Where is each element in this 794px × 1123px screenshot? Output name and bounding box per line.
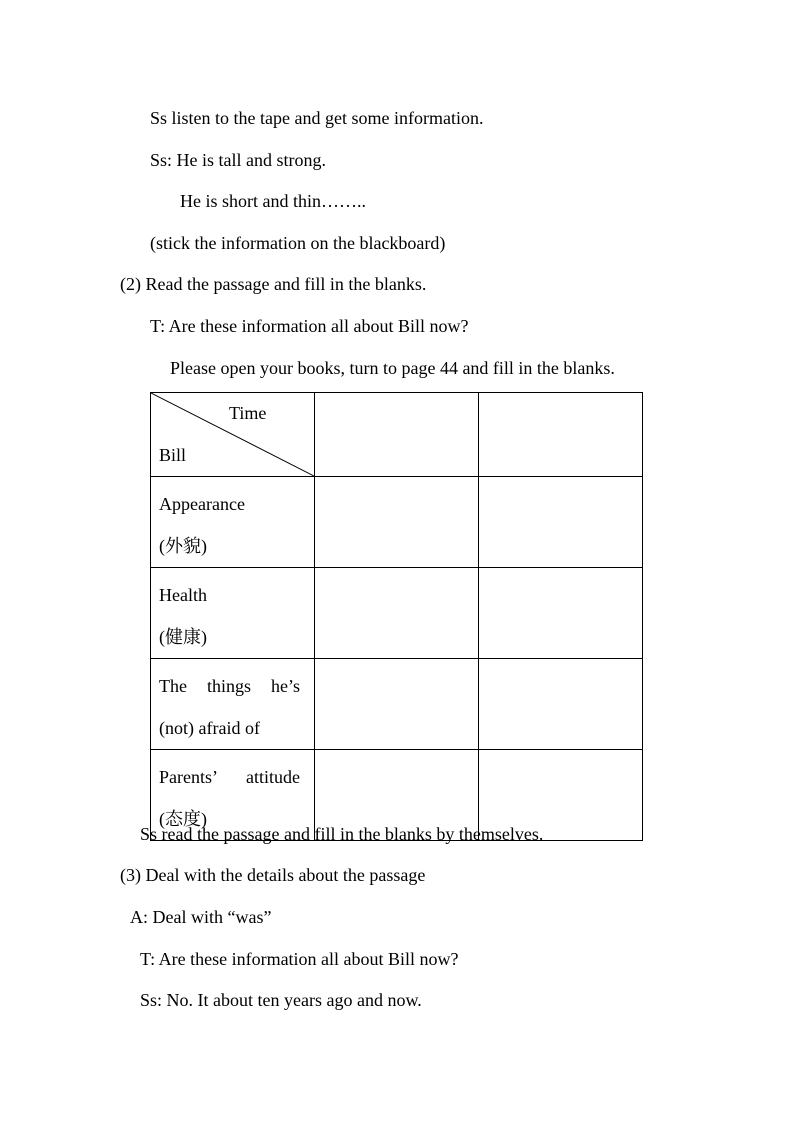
- row-label-afraid: [151, 659, 315, 750]
- row-label-line: Appearance: [159, 494, 245, 514]
- text-line-10: A: Deal with “was”: [130, 907, 272, 927]
- section-heading-3: (3) Deal with the details about the passage: [120, 865, 426, 885]
- section-heading-2: (2) Read the passage and fill in the blanks.: [120, 274, 427, 294]
- blank-cell[interactable]: [315, 477, 479, 568]
- blank-cell[interactable]: [315, 393, 479, 477]
- row-label-line: [159, 756, 306, 798]
- row-label-line: (健康): [159, 627, 207, 647]
- fill-in-table: [150, 392, 643, 841]
- word: The: [159, 676, 187, 696]
- header-time-label: Time: [229, 403, 267, 423]
- text-line-2: Ss: He is tall and strong.: [150, 150, 326, 170]
- table-row: [151, 659, 643, 750]
- text-line-1: Ss listen to the tape and get some information.: [150, 108, 484, 128]
- text-line-11: T: Are these information all about Bill now?: [140, 949, 459, 969]
- row-label-line: [159, 665, 306, 707]
- text-line-6: T: Are these information all about Bill now?: [150, 316, 469, 336]
- blank-cell[interactable]: [479, 568, 643, 659]
- row-label-health: [151, 568, 315, 659]
- row-label-appearance: [151, 477, 315, 568]
- word: things: [206, 676, 251, 696]
- diagonal-header-cell: [151, 393, 315, 477]
- blank-cell[interactable]: [479, 659, 643, 750]
- header-bill-label: Bill: [159, 445, 187, 465]
- table-row: [151, 568, 643, 659]
- text-line-7: Please open your books, turn to page 44 and fill in the blanks.: [170, 358, 615, 378]
- text-line-3: He is short and thin……..: [180, 191, 366, 211]
- blank-cell[interactable]: [315, 568, 479, 659]
- table-row: [151, 477, 643, 568]
- text-line-4: (stick the information on the blackboard): [150, 233, 446, 253]
- blank-cell[interactable]: [315, 659, 479, 750]
- word: Parents’: [159, 767, 218, 787]
- row-label-line: (外貌): [159, 536, 207, 556]
- blank-cell[interactable]: [479, 477, 643, 568]
- word: attitude: [246, 767, 300, 787]
- text-line-8: Ss read the passage and fill in the blanks by themselves.: [140, 824, 544, 844]
- row-label-line: (not) afraid of: [159, 718, 260, 738]
- row-label-line: (态度): [159, 809, 207, 829]
- text-line-12: Ss: No. It about ten years ago and now.: [140, 990, 422, 1010]
- word: he’s: [271, 676, 300, 696]
- table-header-row: [151, 393, 643, 477]
- blank-cell[interactable]: [479, 393, 643, 477]
- row-label-line: Health: [159, 585, 207, 605]
